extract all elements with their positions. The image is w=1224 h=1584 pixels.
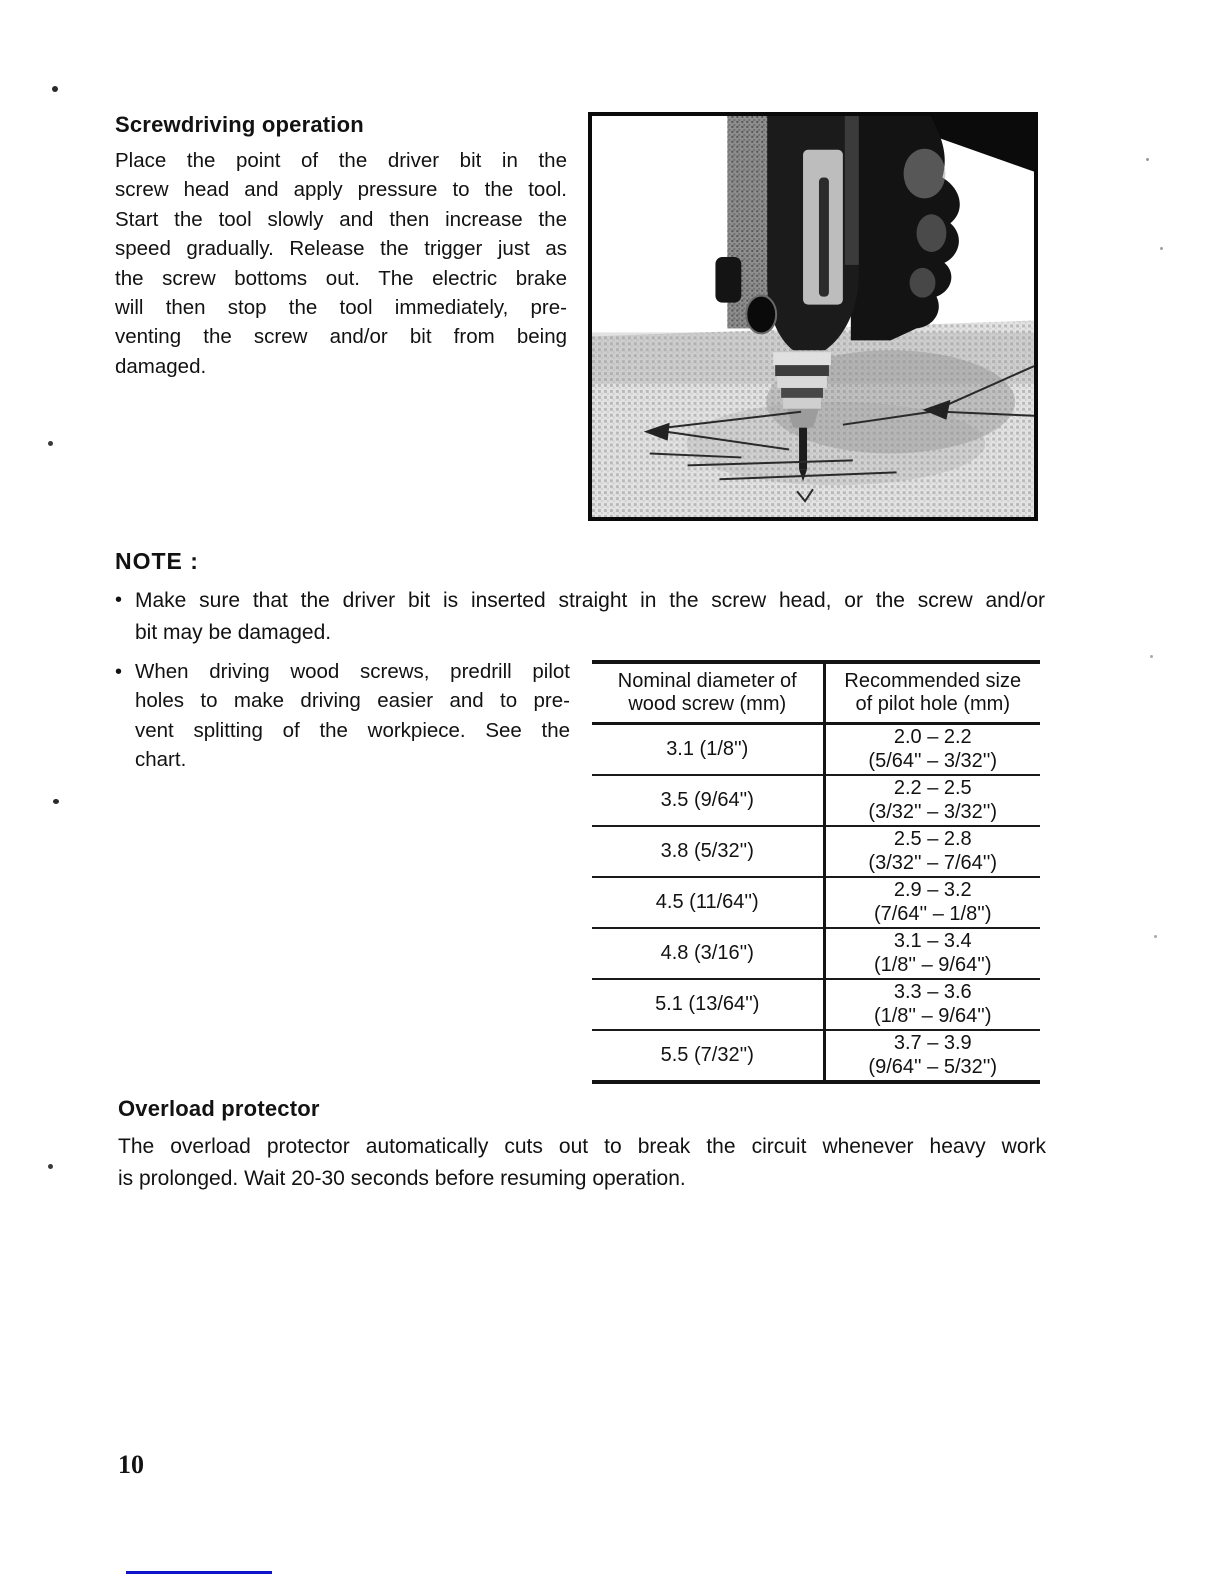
- table-row: [592, 928, 1040, 979]
- pilot-hole-cell: [824, 928, 1040, 979]
- text-line: Make sure that the driver bit is inserted straight in the screw head, or the screw and/or: [135, 589, 1045, 612]
- pilot-hole-cell: [824, 724, 1040, 776]
- side-knob: [715, 257, 741, 303]
- text-line: the screw bottoms out. The electric brake: [115, 266, 567, 290]
- screw-size-cell: 5.5 (7/32''): [592, 1030, 824, 1082]
- scan-artifact: [1150, 655, 1153, 658]
- text-line: will then stop the tool immediately, pre-: [115, 296, 567, 320]
- text-line: wood screw (mm): [628, 693, 787, 715]
- pilot-hole-cell: [824, 826, 1040, 877]
- table-row: [592, 1030, 1040, 1082]
- pilot-hole-cell: [824, 1030, 1040, 1082]
- text-line: 3.1 – 3.4: [893, 930, 972, 952]
- footer-blue-line: [126, 1571, 272, 1574]
- page-number: 10: [118, 1450, 144, 1479]
- scan-artifact: [48, 1164, 53, 1169]
- text-line: Nominal diameter of: [617, 669, 797, 692]
- screwdriving-paragraph: [115, 146, 567, 381]
- text-line: 2.5 – 2.8: [893, 828, 972, 850]
- scan-artifact: [53, 799, 59, 804]
- text-line: damaged.: [115, 354, 207, 378]
- text-line: chart.: [135, 748, 187, 772]
- table-row: [592, 775, 1040, 826]
- text-line: vent splitting of the workpiece. See the: [135, 718, 570, 742]
- scan-artifact: [1160, 247, 1163, 250]
- text-line: 2.9 – 3.2: [893, 879, 972, 901]
- scan-artifact: [52, 86, 58, 92]
- col-header-pilot-hole: [824, 662, 1040, 724]
- screw-size-cell: 3.5 (9/64''): [592, 775, 824, 826]
- text-line: holes to make driving easier and to pre-: [135, 689, 570, 713]
- text-line: venting the screw and/or bit from being: [115, 325, 567, 349]
- text-line: 2.0 – 2.2: [893, 726, 972, 748]
- pilot-hole-table: [592, 660, 1040, 1084]
- screw-size-cell: 3.8 (5/32''): [592, 826, 824, 877]
- text-line: (3/32'' – 3/32''): [868, 800, 998, 823]
- drill-photo-illustration: [592, 116, 1034, 517]
- note-item-1: [115, 585, 1045, 648]
- text-line: screw head and apply pressure to the tool.: [115, 178, 567, 202]
- screwdriving-photo: [588, 112, 1038, 521]
- screw-size-cell: 5.1 (13/64''): [592, 979, 824, 1030]
- screw-size-cell: 3.1 (1/8''): [592, 724, 824, 776]
- table-row: [592, 826, 1040, 877]
- bullet-icon: •: [115, 589, 123, 611]
- text-line: 3.3 – 3.6: [893, 981, 972, 1003]
- note-item-1-text: [135, 585, 1045, 648]
- text-line: (1/8'' – 9/64''): [873, 953, 992, 976]
- table-row: [592, 979, 1040, 1030]
- col-header-wood-screw: [592, 662, 824, 724]
- section-heading-overload: Overload protector: [118, 1096, 320, 1121]
- pilot-hole-cell: [824, 979, 1040, 1030]
- table-row: [592, 877, 1040, 928]
- note-item-2: [115, 657, 570, 775]
- scan-artifact: [48, 441, 53, 446]
- text-line: Start the tool slowly and then increase the: [115, 207, 567, 231]
- screw-size-cell: 4.8 (3/16''): [592, 928, 824, 979]
- text-line: 2.2 – 2.5: [893, 777, 972, 799]
- scan-artifact: [1154, 935, 1157, 938]
- text-line: speed gradually. Release the trigger just as: [115, 237, 567, 261]
- note-label: NOTE :: [115, 548, 199, 574]
- text-line: The overload protector automatically cuts out to break the circuit whenever heavy work: [118, 1135, 1046, 1158]
- text-line: bit may be damaged.: [135, 620, 332, 644]
- pilot-hole-cell: [824, 775, 1040, 826]
- overload-paragraph: [118, 1131, 1046, 1195]
- text-line: 3.7 – 3.9: [893, 1032, 972, 1054]
- section-heading-screwdriving: Screwdriving operation: [115, 112, 364, 137]
- text-line: Recommended size: [844, 669, 1022, 692]
- text-line: (7/64'' – 1/8''): [873, 902, 992, 925]
- screw-size-cell: 4.5 (11/64''): [592, 877, 824, 928]
- table-header-row: [592, 662, 1040, 724]
- vent-hole: [746, 296, 776, 334]
- table-row: [592, 724, 1040, 776]
- text-line: of pilot hole (mm): [855, 693, 1010, 715]
- text-line: (9/64'' – 5/32''): [868, 1055, 998, 1078]
- text-line: When driving wood screws, predrill pilot: [135, 660, 570, 683]
- note-item-2-text: [135, 657, 570, 775]
- text-line: (3/32'' – 7/64''): [868, 851, 998, 874]
- scan-artifact: [1146, 158, 1149, 161]
- text-line: (1/8'' – 9/64''): [873, 1004, 992, 1027]
- pilot-hole-cell: [824, 877, 1040, 928]
- bullet-icon: •: [115, 661, 123, 683]
- text-line: Place the point of the driver bit in the: [115, 149, 567, 172]
- text-line: (5/64'' – 3/32''): [868, 749, 998, 772]
- text-line: is prolonged. Wait 20-30 seconds before resuming operation.: [118, 1167, 686, 1190]
